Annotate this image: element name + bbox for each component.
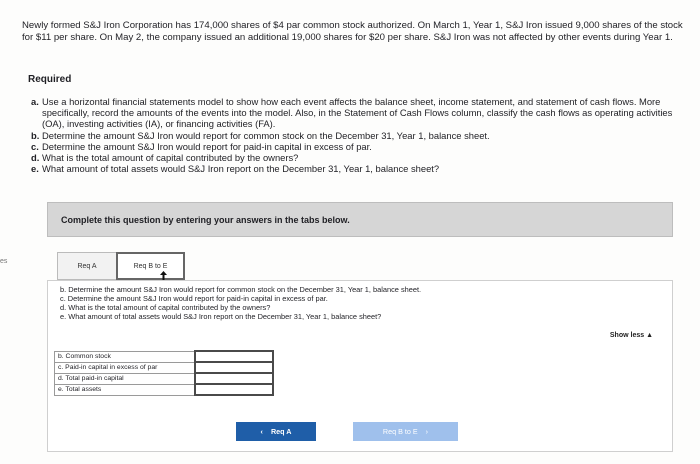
next-tab-button[interactable]: [353, 422, 458, 441]
prev-tab-button[interactable]: [236, 422, 316, 441]
answer-cell: [195, 351, 273, 362]
row-label: d. Total paid-in capital: [55, 373, 195, 384]
requirement-text: What is the total amount of capital contributed by the owners?: [42, 152, 299, 164]
table-row: [55, 384, 274, 395]
total-paid-in-capital-input[interactable]: [196, 374, 272, 383]
requirement-e: [31, 163, 693, 174]
requirement-label: a.: [31, 96, 39, 107]
requirements-list: [31, 96, 693, 174]
table-row: [55, 351, 274, 362]
common-stock-input[interactable]: [196, 352, 272, 361]
panel-question-b: b. Determine the amount S&J Iron would report for common stock on the December 31, Year 1, balance sheet.: [60, 285, 422, 294]
next-tab-label: Req B to E: [382, 427, 418, 436]
chevron-left-icon: ‹: [260, 427, 263, 436]
requirement-label: c.: [31, 140, 39, 152]
row-label: c. Paid-in capital in excess of par: [55, 362, 195, 373]
requirement-label: d.: [31, 152, 40, 164]
requirement-b: [31, 130, 693, 141]
table-row: [55, 373, 274, 384]
answer-cell: [195, 384, 273, 395]
table-row: [55, 362, 274, 373]
answer-table: [54, 350, 274, 396]
panel-question-c: c. Determine the amount S&J Iron would report for paid-in capital in excess of par.: [60, 294, 328, 304]
prev-tab-label: Req A: [270, 427, 292, 436]
paid-in-capital-excess-input[interactable]: [196, 363, 272, 372]
requirement-label: b.: [31, 129, 40, 141]
panel-question-e: e. What amount of total assets would S&J Iron report on the December 31, Year 1, balance sheet?: [60, 312, 382, 322]
show-less-link[interactable]: Show less ▲: [609, 332, 653, 339]
requirement-d: [31, 152, 693, 163]
requirement-label: e.: [31, 163, 39, 175]
answer-cell: [195, 362, 273, 373]
tab-req-a[interactable]: [57, 252, 116, 280]
requirement-text: Determine the amount S&J Iron would report for paid-in capital in excess of par.: [42, 140, 372, 152]
instruction-banner: [47, 202, 673, 237]
answer-cell: [195, 373, 273, 384]
row-label: b. Common stock: [55, 351, 195, 362]
panel-question-d: d. What is the total amount of capital contributed by the owners?: [60, 303, 271, 313]
requirement-text: What amount of total assets would S&J Iron report on the December 31, Year 1, balance sheet?: [42, 163, 440, 175]
requirement-a: [31, 96, 693, 130]
tab-label: Req B to E: [133, 262, 168, 270]
left-edge-fragment: es: [0, 258, 8, 265]
requirement-c: [31, 141, 693, 152]
panel-questions: [60, 285, 660, 321]
requirement-text: Use a horizontal financial statements model to show how each event affects the balance sheet, income statement, and statement of cash flows. More specifically, record the amounts of the events into the model. Also, in the Statement of Cash Flows column, classify the cash flows as operating activities (OA), investing activities (IA), or financing activities (FA).: [42, 96, 673, 130]
tab-bar: [57, 252, 185, 280]
chevron-right-icon: ›: [425, 427, 429, 436]
tab-label: Req A: [77, 262, 97, 270]
requirement-text: Determine the amount S&J Iron would report for common stock on the December 31, Year 1, balance sheet.: [42, 129, 490, 141]
row-label: e. Total assets: [55, 384, 195, 395]
tab-req-b-to-e[interactable]: [116, 252, 185, 280]
problem-statement: Newly formed S&J Iron Corporation has 174,000 shares of $4 par common stock authorized. On March 1, Year 1, S&J Iron issued 9,000 shares of the stock for $11 per share. On May 2, the company issued an additional 19,000 shares for $20 per share. S&J Iron was not affected by other events during Year 1.: [22, 20, 683, 43]
total-assets-input[interactable]: [196, 385, 272, 394]
instruction-text: Complete this question by entering your answers in the tabs below.: [61, 215, 350, 225]
required-heading: Required: [28, 74, 72, 85]
